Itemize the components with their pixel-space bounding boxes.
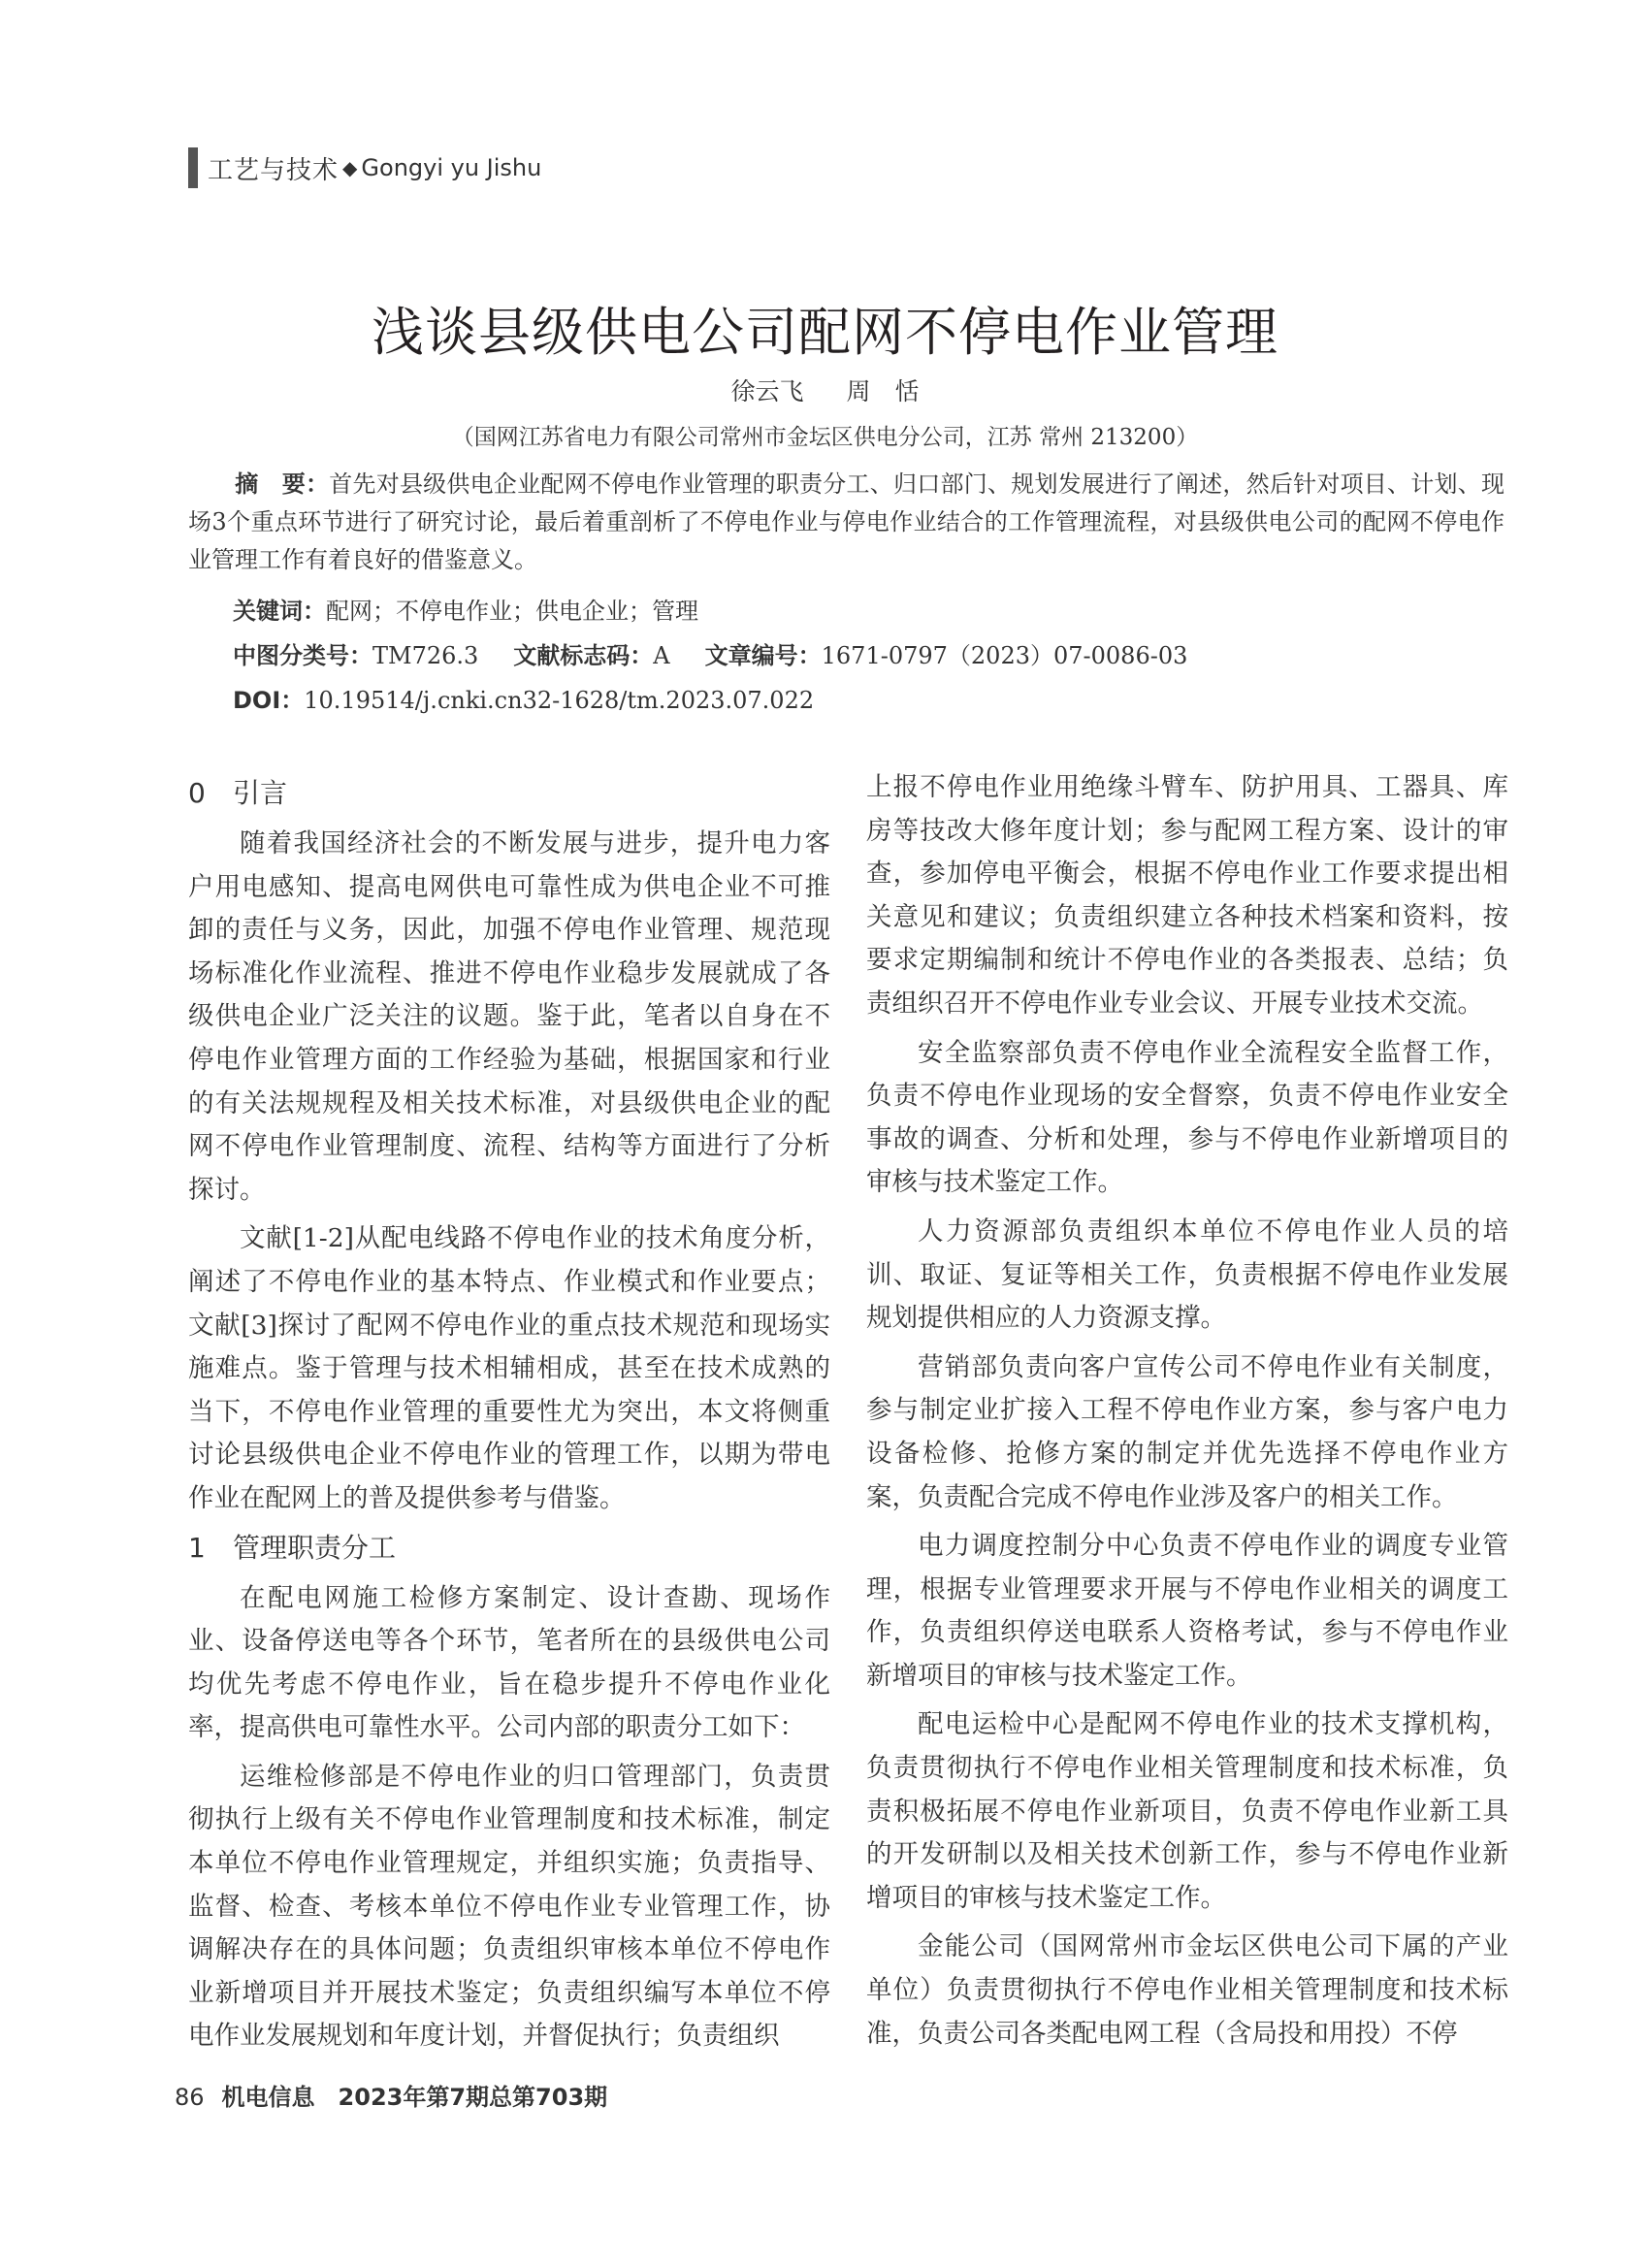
paragraph: 人力资源部负责组织本单位不停电作业人员的培训、取证、复证等相关工作，负责根据不停电作业发展规划提供相应的人力资源支撑。 [866,1215,1508,1334]
clc-value: TM726.3 [372,642,479,669]
section-title: 管理职责分工 [233,1531,397,1564]
paper-title: 浅谈县级供电公司配网不停电作业管理 [372,302,1278,363]
paragraph: 随着我国经济社会的不断发展与进步，提升电力客户用电感知、提高电网供电可靠性成为供电企业不可推卸的责任与义务，因此，加强不停电作业管理、规范现场标准化作业流程、推进不停电作业稳步发展就成了各级供电企业广泛关注的议题。鉴于此，笔者以自身在不停电作业管理方面的工作经验为基础，根据国家和行业的有关法规规程及相关技术标准，对县级供电企业的配网不停电作业管理制度、流程、结构等方面进行了分析探讨。 [188,828,830,1205]
clc-label: 中图分类号： [233,642,372,669]
paragraph: 在配电网施工检修方案制定、设计查勘、现场作业、设备停送电等各个环节，笔者所在的县级供电公司均优先考虑不停电作业，旨在稳步提升不停电作业化率，提高供电可靠性水平。公司内部的职责分工如下： [188,1582,830,1743]
section-heading-1 [188,1527,830,1570]
journal-issue: 机电信息 2023年第7期总第703期 [221,2084,608,2111]
paragraph: 电力调度控制分中心负责不停电作业的调度专业管理，根据专业管理要求开展与不停电作业相关的调度工作，负责组织停送电联系人资格考试，参与不停电作业新增项目的审核与技术鉴定工作。 [866,1531,1508,1691]
section-number: 1 [188,1531,206,1564]
article-number-label: 文章编号： [704,642,822,669]
header-bar [188,147,198,188]
page-number: 86 [175,2084,205,2111]
right-column [866,766,1508,2061]
header-section-cn: 工艺与技术 [208,155,340,185]
paragraph: 营销部负责向客户宣传公司不停电作业有关制度，参与制定业扩接入工程不停电作业方案，参与客户电力设备检修、抢修方案的制定并优先选择不停电作业方案，负责配合完成不停电作业涉及客户的相关工作。 [866,1351,1508,1512]
section-title: 引言 [233,777,288,809]
authors [0,373,1650,407]
keywords-label: 关键词： [233,598,326,625]
affiliation: （国网江苏省电力有限公司常州市金坛区供电分公司，江苏 常州 213200） [451,425,1199,450]
keywords [233,592,698,626]
classification-line [233,636,1187,670]
running-header [188,146,541,190]
author-1: 徐云飞 [730,377,804,405]
doc-code-label: 文献标志码： [513,642,654,669]
doi-line [233,681,814,715]
section-heading-0 [188,772,830,815]
left-column [188,766,830,2064]
abstract-label: 摘 要： [235,470,330,498]
page-footer [175,2078,607,2112]
diamond-icon: ◆ [342,156,358,179]
paragraph: 上报不停电作业用绝缘斗臂车、防护用具、工器具、库房等技改大修年度计划；参与配网工程方案、设计的审查，参加停电平衡会，根据不停电作业工作要求提出相关意见和建议；负责组织建立各种技术档案和资料，按要求定期编制和统计不停电作业的各类报表、总结；负责组织召开不停电作业专业会议、开展专业技术交流。 [866,772,1508,1019]
paragraph: 安全监察部负责不停电作业全流程安全监督工作，负责不停电作业现场的安全督察，负责不停电作业安全事故的调查、分析和处理，参与不停电作业新增项目的审核与技术鉴定工作。 [866,1037,1508,1198]
paragraph: 运维检修部是不停电作业的归口管理部门，负责贯彻执行上级有关不停电作业管理制度和技术标准，制定本单位不停电作业管理规定，并组织实施；负责指导、监督、检查、考核本单位不停电作业专业管理工作，协调解决存在的具体问题；负责组织审核本单位不停电作业新增项目并开展技术鉴定；负责组织编写本单位不停电作业发展规划和年度计划，并督促执行；负责组织 [188,1761,830,2052]
doi-value: 10.19514/j.cnki.cn32-1628/tm.2023.07.022 [304,687,815,714]
header-section-en: Gongyi yu Jishu [361,154,542,181]
abstract-text: 首先对县级供电企业配网不停电作业管理的职责分工、归口部门、规划发展进行了阐述，然后针对项目、计划、现场3个重点环节进行了研究讨论，最后着重剖析了不停电作业与停电作业结合的工作管理流程，对县级供电公司的配网不停电作业管理工作有着良好的借鉴意义。 [188,470,1505,573]
article-number-value: 1671-0797（2023）07-0086-03 [821,642,1188,669]
doc-code-value: A [653,642,670,669]
paragraph: 配电运检中心是配网不停电作业的技术支撑机构，负责贯彻执行不停电作业相关管理制度和技术标准，负责积极拓展不停电作业新项目，负责不停电作业新工具的开发研制以及相关技术创新工作，参与不停电作业新增项目的审核与技术鉴定工作。 [866,1709,1508,1913]
keywords-text: 配网；不停电作业；供电企业；管理 [326,598,698,625]
paragraph: 金能公司（国网常州市金坛区供电公司下属的产业单位）负责贯彻执行不停电作业相关管理制度和技术标准，负责公司各类配电网工程（含局投和用投）不停 [866,1931,1508,2049]
section-number: 0 [188,777,206,809]
abstract [188,466,1504,579]
paragraph: 文献[1-2]从配电线路不停电作业的技术角度分析，阐述了不停电作业的基本特点、作业模式和作业要点；文献[3]探讨了配网不停电作业的重点技术规范和现场实施难点。鉴于管理与技术相辅相成，甚至在技术成熟的当下，不停电作业管理的重要性尤为突出，本文将侧重讨论县级供电企业不停电作业的管理工作，以期为带电作业在配网上的普及提供参考与借鉴。 [188,1223,830,1513]
doi-label: DOI： [233,687,305,714]
author-2: 周 恬 [846,377,920,405]
